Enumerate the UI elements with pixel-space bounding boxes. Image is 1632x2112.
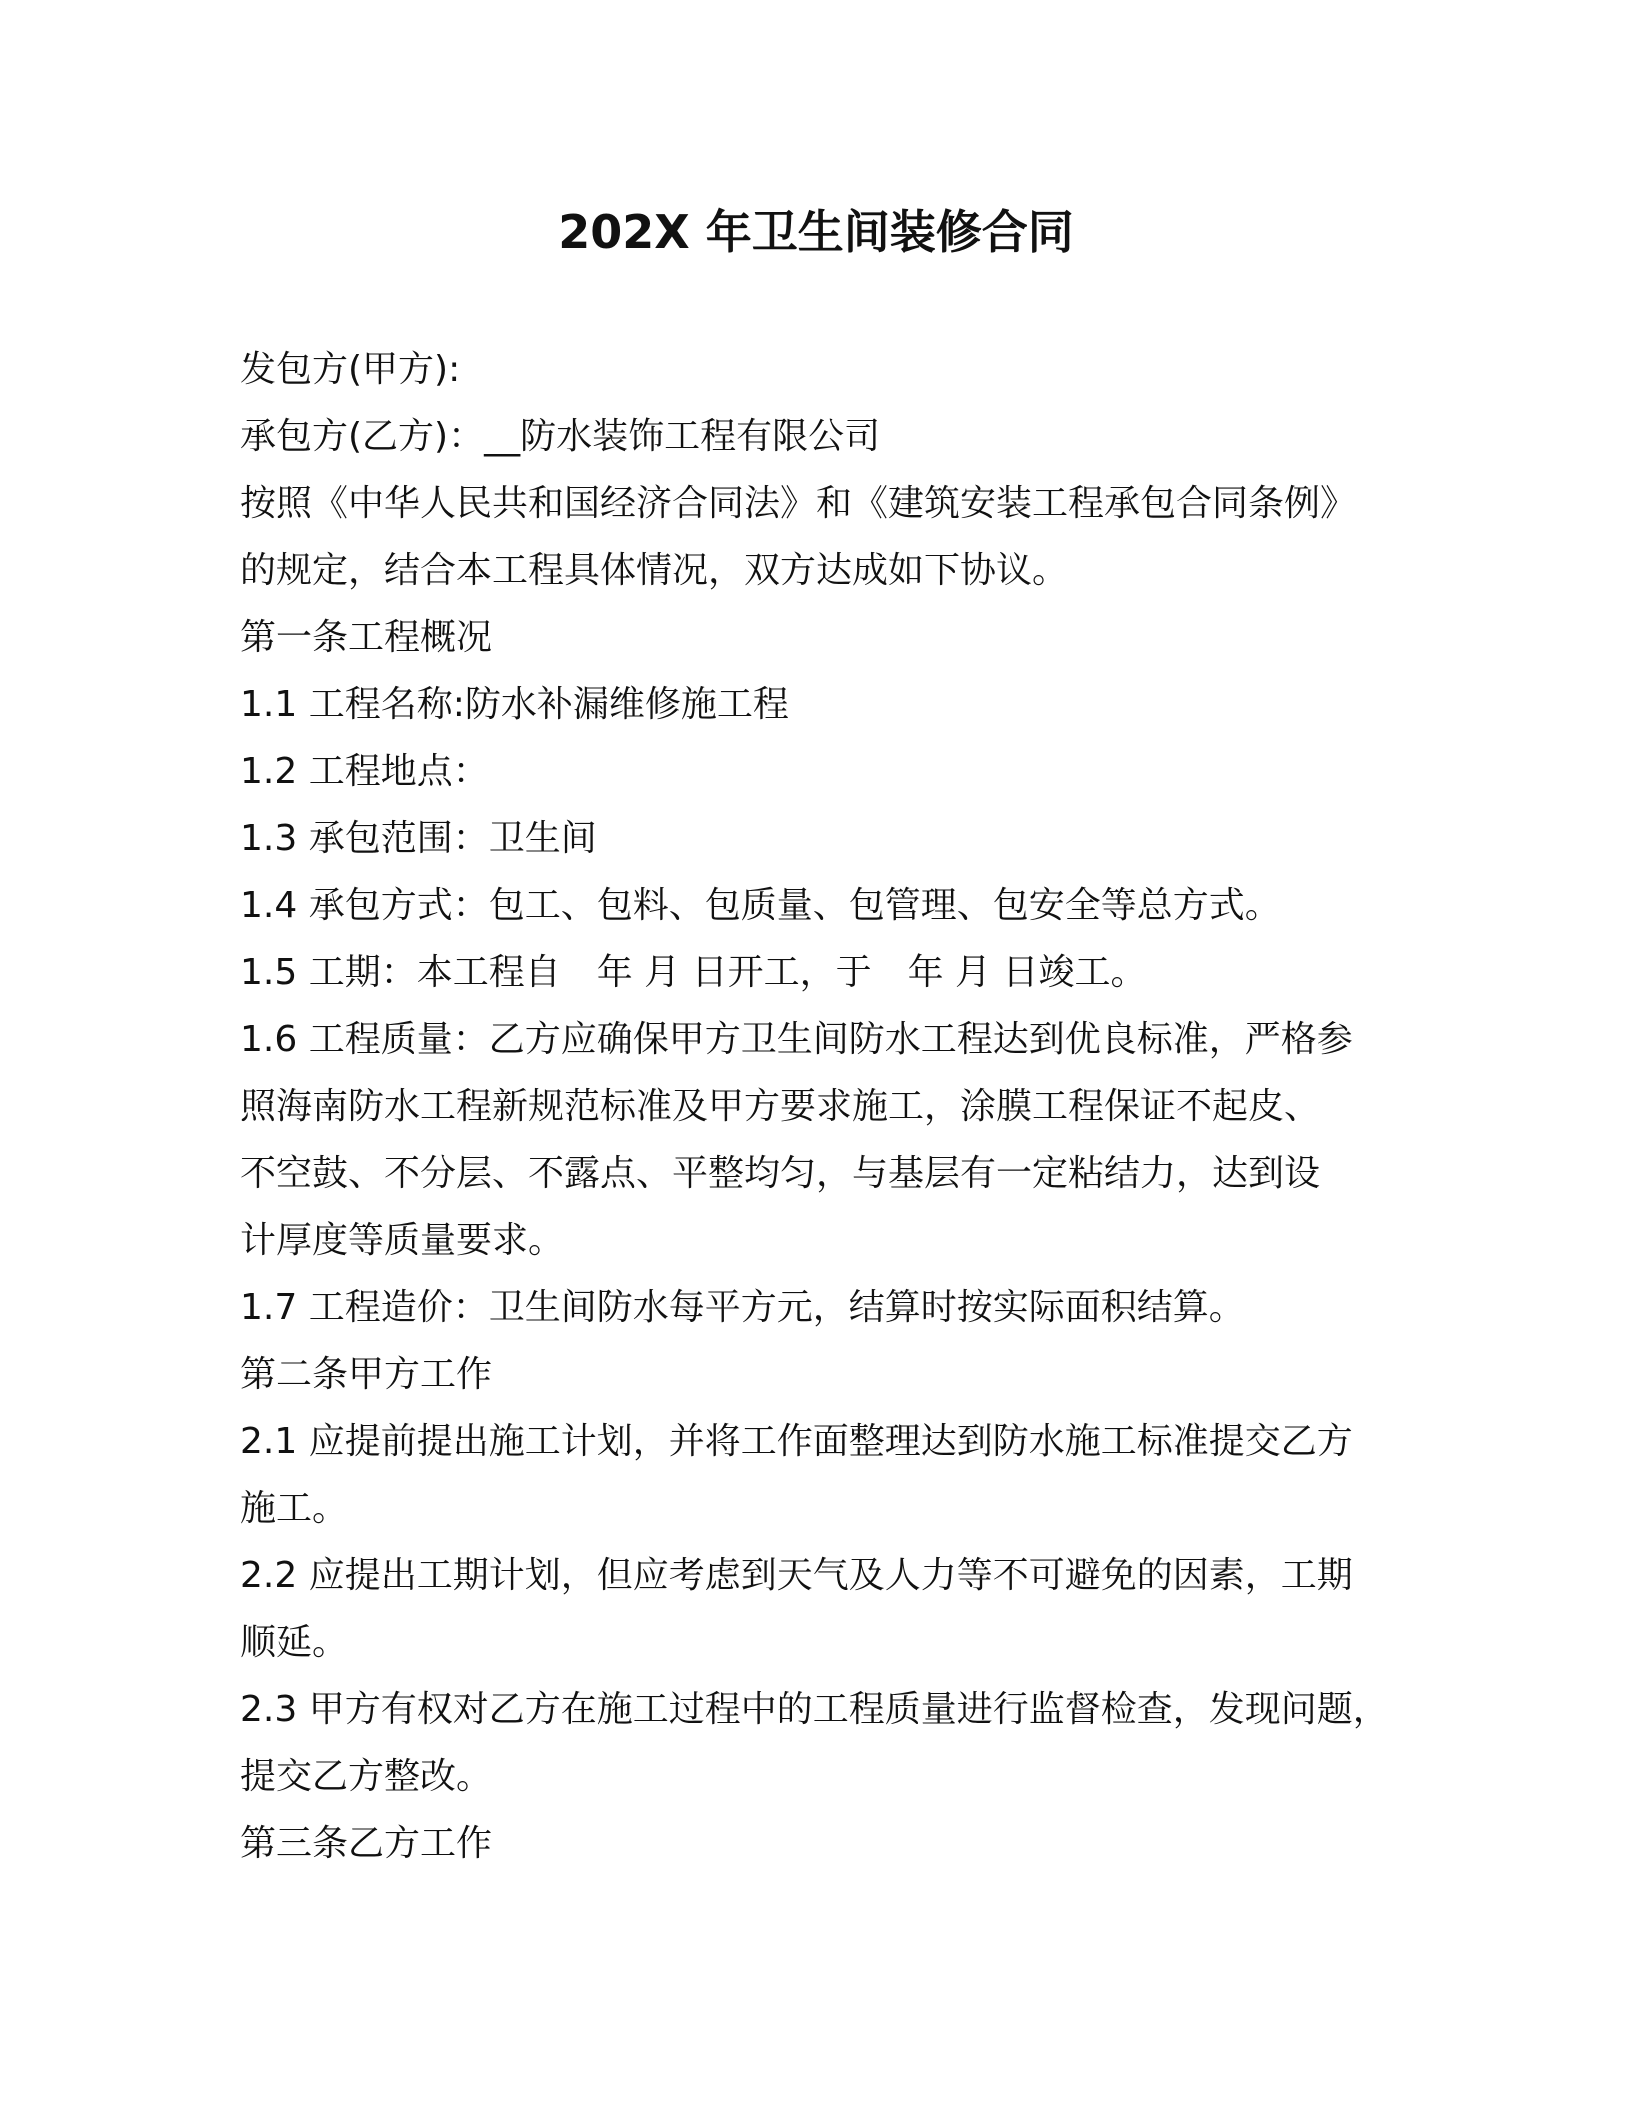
body-line: 不空鼓、不分层、不露点、平整均匀，与基层有一定粘结力，达到设 (240, 1153, 1321, 1194)
body-line: 的规定，结合本工程具体情况，双方达成如下协议。 (240, 550, 1069, 591)
body-line: 发包方(甲方): (240, 349, 461, 390)
body-line: 2.2 应提出工期计划，但应考虑到天气及人力等不可避免的因素，工期 (240, 1555, 1353, 1596)
body-line: 1.6 工程质量：乙方应确保甲方卫生间防水工程达到优良标准，严格参 (240, 1019, 1353, 1060)
body-line: 提交乙方整改。 (240, 1756, 493, 1797)
body-line: 1.1 工程名称:防水补漏维修施工程 (240, 684, 789, 725)
body-line: 承包方(乙方)：__防水装饰工程有限公司 (240, 416, 881, 457)
body-line: 施工。 (240, 1488, 349, 1529)
section-heading: 第二条甲方工作 (240, 1354, 493, 1395)
body-line: 1.3 承包范围：卫生间 (240, 818, 597, 859)
document-body (240, 336, 1420, 1877)
body-line: 照海南防水工程新规范标准及甲方要求施工，涂膜工程保证不起皮、 (240, 1086, 1321, 1127)
body-line: 1.4 承包方式：包工、包料、包质量、包管理、包安全等总方式。 (240, 885, 1281, 926)
body-line: 计厚度等质量要求。 (240, 1220, 565, 1261)
document-title: 202X 年卫生间装修合同 (558, 205, 1074, 259)
body-line: 2.3 甲方有权对乙方在施工过程中的工程质量进行监督检查，发现问题， (240, 1689, 1389, 1730)
section-heading: 第三条乙方工作 (240, 1823, 493, 1864)
body-line: 1.2 工程地点： (240, 751, 489, 792)
body-line: 1.7 工程造价：卫生间防水每平方元，结算时按实际面积结算。 (240, 1287, 1245, 1328)
body-line: 按照《中华人民共和国经济合同法》和《建筑安装工程承包合同条例》 (240, 483, 1357, 524)
body-line: 1.5 工期：本工程自 年 月 日开工，于 年 月 日竣工。 (240, 952, 1147, 993)
body-line: 顺延。 (240, 1622, 349, 1663)
section-heading: 第一条工程概况 (240, 617, 493, 658)
body-line: 2.1 应提前提出施工计划，并将工作面整理达到防水施工标准提交乙方 (240, 1421, 1353, 1462)
